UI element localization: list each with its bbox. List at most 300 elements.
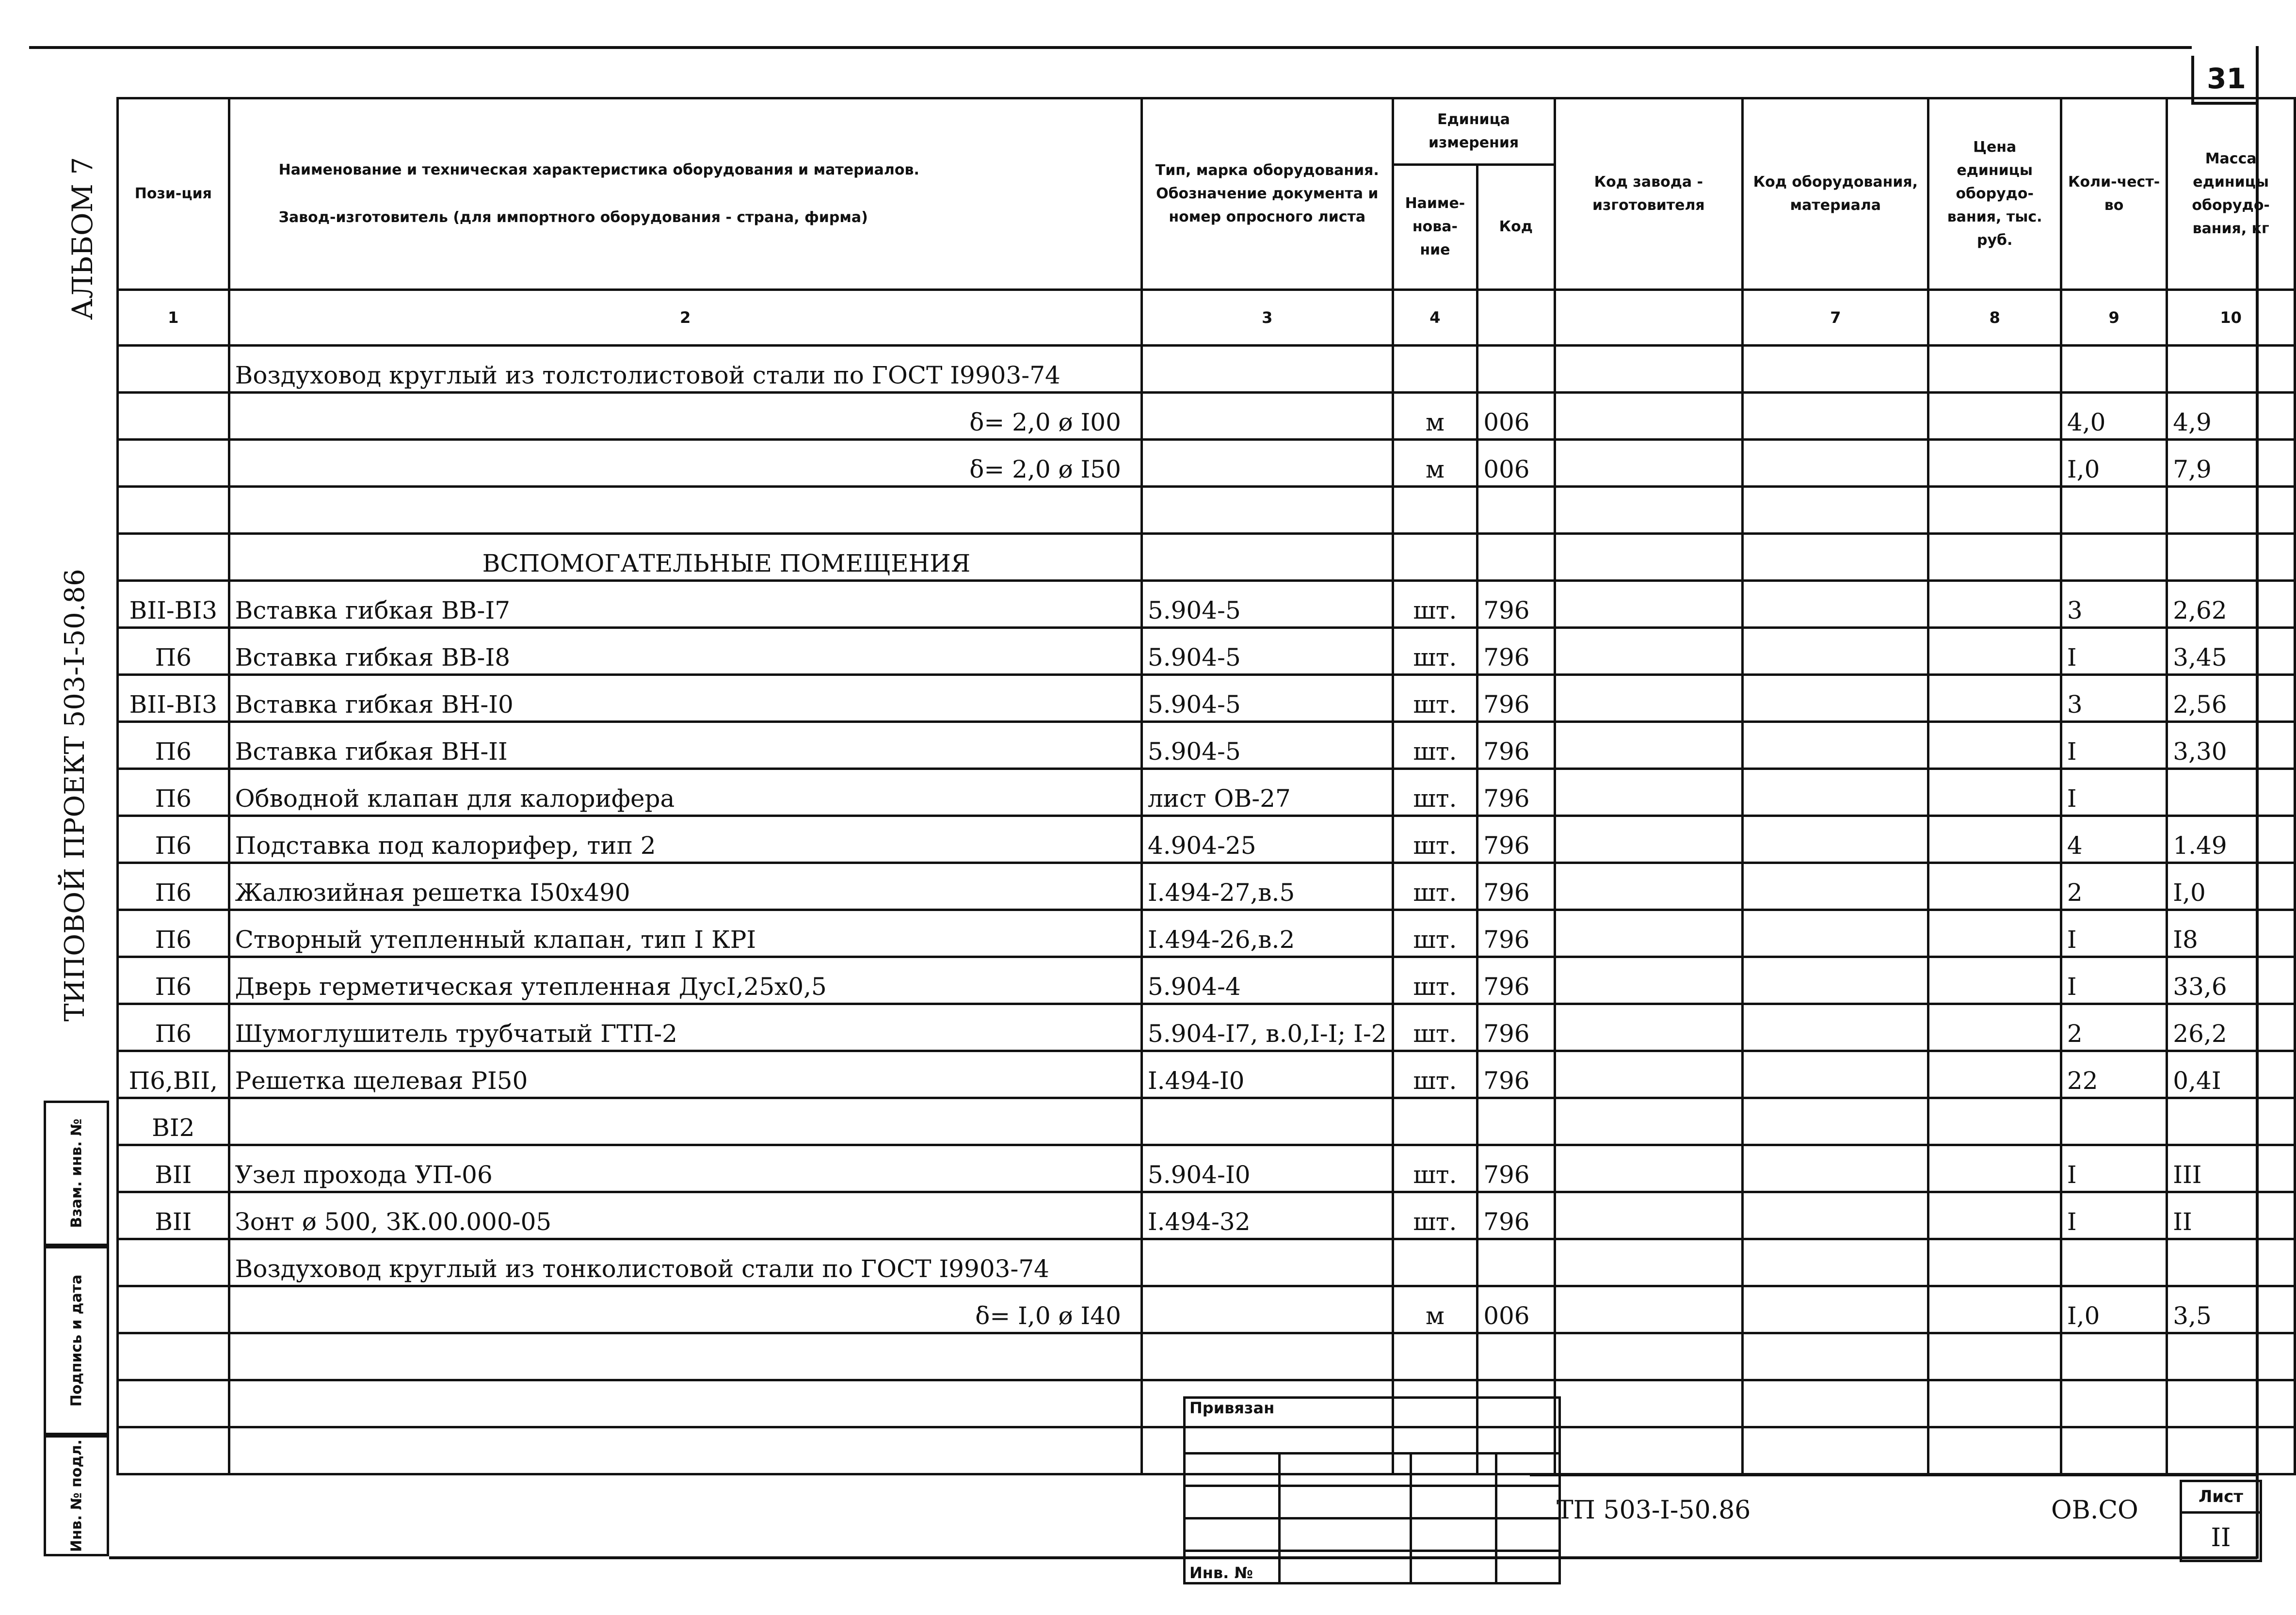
unit-code-cell: 796 bbox=[1477, 628, 1555, 675]
price-cell bbox=[1928, 628, 2061, 675]
unit-cell: шт. bbox=[1393, 1051, 1477, 1098]
unit-cell: м bbox=[1393, 393, 1477, 440]
position-cell bbox=[118, 1380, 229, 1427]
type-cell bbox=[1141, 1286, 1393, 1333]
price-cell bbox=[1928, 722, 2061, 769]
binding-cell bbox=[1280, 1551, 1411, 1583]
document-code: ТП 503-I-50.86 bbox=[1557, 1496, 1751, 1525]
col-quantity-header: Коли-чест-во bbox=[2061, 98, 2167, 290]
table-row bbox=[118, 863, 2295, 910]
document-mark: ОВ.СО bbox=[2051, 1496, 2138, 1525]
unit-code-cell: 796 bbox=[1477, 1051, 1555, 1098]
unit-cell bbox=[1393, 1239, 1477, 1286]
name-cell: δ= I,0 ø I40 bbox=[229, 1286, 1141, 1333]
name-cell: Обводной клапан для калорифера bbox=[229, 769, 1141, 816]
position-cell: BII bbox=[118, 1145, 229, 1192]
name-cell: Узел прохода УП-06 bbox=[229, 1145, 1141, 1192]
type-cell: 5.904-5 bbox=[1141, 581, 1393, 628]
unit-code-cell bbox=[1477, 1239, 1555, 1286]
mass-cell bbox=[2167, 1427, 2295, 1474]
mass-cell: 4,9 bbox=[2167, 393, 2295, 440]
table-row bbox=[118, 487, 2295, 534]
col-mass-header: Масса единицы оборудо-вания, кг bbox=[2167, 98, 2295, 290]
unit-code-cell bbox=[1477, 534, 1555, 581]
table-row bbox=[118, 440, 2295, 487]
plant-code-cell bbox=[1555, 393, 1743, 440]
mass-cell bbox=[2167, 1333, 2295, 1380]
equipment-code-cell bbox=[1743, 628, 1928, 675]
unit-cell: м bbox=[1393, 440, 1477, 487]
quantity-cell bbox=[2061, 1098, 2167, 1145]
unit-cell bbox=[1393, 1098, 1477, 1145]
unit-cell bbox=[1393, 1333, 1477, 1380]
plant-code-cell bbox=[1555, 1380, 1743, 1427]
type-cell bbox=[1141, 393, 1393, 440]
plant-code-cell bbox=[1555, 675, 1743, 722]
quantity-cell bbox=[2061, 487, 2167, 534]
binding-cell bbox=[1496, 1519, 1560, 1551]
name-cell: Решетка щелевая РI50 bbox=[229, 1051, 1141, 1098]
binding-cell bbox=[1411, 1454, 1496, 1486]
name-cell: Дверь герметическая утепленная ДусI,25х0,5 bbox=[229, 957, 1141, 1004]
table-row bbox=[118, 957, 2295, 1004]
equipment-code-cell bbox=[1743, 1098, 1928, 1145]
column-number-row bbox=[118, 290, 2295, 346]
plant-code-cell bbox=[1555, 1286, 1743, 1333]
price-cell bbox=[1928, 1427, 2061, 1474]
quantity-cell: I bbox=[2061, 1145, 2167, 1192]
mass-cell bbox=[2167, 487, 2295, 534]
mass-cell: I,0 bbox=[2167, 863, 2295, 910]
quantity-cell bbox=[2061, 346, 2167, 393]
stamp-signature-date bbox=[44, 1246, 109, 1435]
plant-code-cell bbox=[1555, 957, 1743, 1004]
mass-cell: 3,45 bbox=[2167, 628, 2295, 675]
col-equipment-code-header: Код оборудования, материала bbox=[1743, 98, 1928, 290]
table-row bbox=[118, 675, 2295, 722]
price-cell bbox=[1928, 1051, 2061, 1098]
unit-cell: м bbox=[1393, 1286, 1477, 1333]
quantity-cell: I bbox=[2061, 957, 2167, 1004]
mass-cell: 26,2 bbox=[2167, 1004, 2295, 1051]
plant-code-cell bbox=[1555, 1004, 1743, 1051]
price-cell bbox=[1928, 440, 2061, 487]
mass-cell: 7,9 bbox=[2167, 440, 2295, 487]
unit-code-cell: 006 bbox=[1477, 440, 1555, 487]
name-cell: δ= 2,0 ø I50 bbox=[229, 440, 1141, 487]
plant-code-cell bbox=[1555, 440, 1743, 487]
unit-cell: шт. bbox=[1393, 1145, 1477, 1192]
mass-cell: 3,30 bbox=[2167, 722, 2295, 769]
type-cell: 4.904-25 bbox=[1141, 816, 1393, 863]
quantity-cell: 4 bbox=[2061, 816, 2167, 863]
name-cell bbox=[229, 1380, 1141, 1427]
plant-code-cell bbox=[1555, 1333, 1743, 1380]
type-cell: I.494-I0 bbox=[1141, 1051, 1393, 1098]
equipment-code-cell bbox=[1743, 1286, 1928, 1333]
table-row bbox=[118, 1286, 2295, 1333]
mass-cell: 2,56 bbox=[2167, 675, 2295, 722]
quantity-cell: I bbox=[2061, 628, 2167, 675]
equipment-code-cell bbox=[1743, 346, 1928, 393]
mass-cell: 3,5 bbox=[2167, 1286, 2295, 1333]
quantity-cell: I bbox=[2061, 910, 2167, 957]
type-cell: I.494-32 bbox=[1141, 1192, 1393, 1239]
name-cell: Подставка под калорифер, тип 2 bbox=[229, 816, 1141, 863]
type-cell: 5.904-5 bbox=[1141, 628, 1393, 675]
stamp-replaced-inv bbox=[44, 1101, 109, 1246]
col-unit-code-header: Код bbox=[1477, 164, 1555, 289]
equipment-code-cell bbox=[1743, 1239, 1928, 1286]
column-number: 3 bbox=[1141, 290, 1393, 346]
price-cell bbox=[1928, 1286, 2061, 1333]
quantity-cell bbox=[2061, 1239, 2167, 1286]
binding-cell bbox=[1411, 1519, 1496, 1551]
position-cell: П6,BII, bbox=[118, 1051, 229, 1098]
equipment-code-cell bbox=[1743, 1051, 1928, 1098]
table-row bbox=[118, 1333, 2295, 1380]
col-type-header: Тип, марка оборудования. Обозначение документа и номер опросного листа bbox=[1141, 98, 1393, 290]
unit-code-cell: 006 bbox=[1477, 393, 1555, 440]
name-cell: Вставка гибкая ВВ-I7 bbox=[229, 581, 1141, 628]
type-cell bbox=[1141, 1239, 1393, 1286]
plant-code-cell bbox=[1555, 581, 1743, 628]
price-cell bbox=[1928, 1004, 2061, 1051]
unit-cell bbox=[1393, 346, 1477, 393]
position-cell: BII-BI3 bbox=[118, 675, 229, 722]
name-cell: Вставка гибкая ВВ-I8 bbox=[229, 628, 1141, 675]
table-body bbox=[118, 346, 2295, 1474]
unit-code-cell: 796 bbox=[1477, 863, 1555, 910]
type-cell: 5.904-I0 bbox=[1141, 1145, 1393, 1192]
name-cell bbox=[229, 1098, 1141, 1145]
price-cell bbox=[1928, 957, 2061, 1004]
type-cell: 5.904-5 bbox=[1141, 675, 1393, 722]
price-cell bbox=[1928, 581, 2061, 628]
unit-code-cell: 796 bbox=[1477, 910, 1555, 957]
sheet-number: II bbox=[2211, 1523, 2231, 1552]
sheet-box bbox=[2180, 1480, 2262, 1562]
unit-cell: шт. bbox=[1393, 675, 1477, 722]
binding-cell bbox=[1280, 1454, 1411, 1486]
column-number: 4 bbox=[1393, 290, 1477, 346]
column-number: 10 bbox=[2167, 290, 2295, 346]
position-cell: П6 bbox=[118, 1004, 229, 1051]
name-cell: Вставка гибкая ВН-II bbox=[229, 722, 1141, 769]
equipment-code-cell bbox=[1743, 1145, 1928, 1192]
position-cell bbox=[118, 1239, 229, 1286]
position-cell: BI2 bbox=[118, 1098, 229, 1145]
sheet-label: Лист bbox=[2182, 1482, 2260, 1514]
price-cell bbox=[1928, 1239, 2061, 1286]
name-cell: Воздуховод круглый из толстолистовой стали по ГОСТ I9903-74 bbox=[229, 346, 1141, 393]
col-price-header: Цена единицы оборудо-вания, тыс. руб. bbox=[1928, 98, 2061, 290]
column-number: 9 bbox=[2061, 290, 2167, 346]
name-cell bbox=[229, 1427, 1141, 1474]
album-label: АЛЬБОМ 7 bbox=[66, 157, 99, 320]
price-cell bbox=[1928, 487, 2061, 534]
price-cell bbox=[1928, 675, 2061, 722]
plant-code-cell bbox=[1555, 1192, 1743, 1239]
unit-cell: шт. bbox=[1393, 910, 1477, 957]
equipment-code-cell bbox=[1743, 1333, 1928, 1380]
quantity-cell: 2 bbox=[2061, 1004, 2167, 1051]
binding-cell bbox=[1411, 1486, 1496, 1519]
unit-cell: шт. bbox=[1393, 816, 1477, 863]
name-cell: Створный утепленный клапан, тип I КРI bbox=[229, 910, 1141, 957]
name-cell: Вставка гибкая ВН-I0 bbox=[229, 675, 1141, 722]
name-cell: Жалюзийная решетка I50х490 bbox=[229, 863, 1141, 910]
position-cell: П6 bbox=[118, 628, 229, 675]
mass-cell bbox=[2167, 1098, 2295, 1145]
equipment-code-cell bbox=[1743, 393, 1928, 440]
table-row bbox=[118, 1004, 2295, 1051]
attached-label: Привязан bbox=[1185, 1398, 1560, 1454]
table-row bbox=[118, 1145, 2295, 1192]
table-row bbox=[118, 1239, 2295, 1286]
table-row bbox=[118, 722, 2295, 769]
position-cell: BII-BI3 bbox=[118, 581, 229, 628]
stamp-original-inv bbox=[44, 1435, 109, 1556]
unit-cell: шт. bbox=[1393, 1004, 1477, 1051]
price-cell bbox=[1928, 816, 2061, 863]
name-cell bbox=[229, 487, 1141, 534]
plant-code-cell bbox=[1555, 1051, 1743, 1098]
quantity-cell: I bbox=[2061, 722, 2167, 769]
equipment-code-cell bbox=[1743, 1427, 1928, 1474]
price-cell bbox=[1928, 393, 2061, 440]
binding-cell bbox=[1496, 1486, 1560, 1519]
inv-no-label: Инв. № bbox=[1185, 1551, 1280, 1583]
title-block-line bbox=[1530, 1474, 2257, 1476]
type-cell: 5.904-I7, в.0,I-I; I-2 bbox=[1141, 1004, 1393, 1051]
plant-code-cell bbox=[1555, 346, 1743, 393]
table-row bbox=[118, 346, 2295, 393]
page-number: 31 bbox=[2191, 56, 2259, 105]
unit-code-cell bbox=[1477, 1333, 1555, 1380]
price-cell bbox=[1928, 863, 2061, 910]
position-cell: П6 bbox=[118, 722, 229, 769]
quantity-cell: I,0 bbox=[2061, 440, 2167, 487]
quantity-cell: 3 bbox=[2061, 581, 2167, 628]
binding-cell bbox=[1185, 1519, 1280, 1551]
type-cell bbox=[1141, 440, 1393, 487]
type-cell: лист ОВ-27 bbox=[1141, 769, 1393, 816]
equipment-code-cell bbox=[1743, 581, 1928, 628]
quantity-cell bbox=[2061, 534, 2167, 581]
unit-cell: шт. bbox=[1393, 863, 1477, 910]
quantity-cell: 22 bbox=[2061, 1051, 2167, 1098]
price-cell bbox=[1928, 1192, 2061, 1239]
table-row bbox=[118, 1051, 2295, 1098]
unit-code-cell bbox=[1477, 487, 1555, 534]
plant-code-cell bbox=[1555, 1239, 1743, 1286]
table-row bbox=[118, 816, 2295, 863]
mass-cell: II bbox=[2167, 1192, 2295, 1239]
position-cell: BII bbox=[118, 1192, 229, 1239]
quantity-cell: 4,0 bbox=[2061, 393, 2167, 440]
binding-cell bbox=[1185, 1486, 1280, 1519]
binding-cell bbox=[1280, 1519, 1411, 1551]
price-cell bbox=[1928, 1333, 2061, 1380]
mass-cell bbox=[2167, 346, 2295, 393]
plant-code-cell bbox=[1555, 487, 1743, 534]
equipment-code-cell bbox=[1743, 1004, 1928, 1051]
quantity-cell: 2 bbox=[2061, 863, 2167, 910]
unit-cell: шт. bbox=[1393, 769, 1477, 816]
plant-code-cell bbox=[1555, 1145, 1743, 1192]
mass-cell: 0,4I bbox=[2167, 1051, 2295, 1098]
position-cell bbox=[118, 1427, 229, 1474]
position-cell bbox=[118, 393, 229, 440]
table-row bbox=[118, 628, 2295, 675]
unit-code-cell: 796 bbox=[1477, 769, 1555, 816]
unit-code-cell: 796 bbox=[1477, 722, 1555, 769]
unit-cell: шт. bbox=[1393, 957, 1477, 1004]
unit-code-cell: 796 bbox=[1477, 1004, 1555, 1051]
price-cell bbox=[1928, 910, 2061, 957]
name-header-line2: Завод-изготовитель (для импортного оборудования - страна, фирма) bbox=[278, 209, 868, 226]
position-cell: П6 bbox=[118, 957, 229, 1004]
unit-code-cell: 796 bbox=[1477, 1192, 1555, 1239]
type-cell: 5.904-4 bbox=[1141, 957, 1393, 1004]
equipment-code-cell bbox=[1743, 440, 1928, 487]
plant-code-cell bbox=[1555, 534, 1743, 581]
mass-cell: 33,6 bbox=[2167, 957, 2295, 1004]
mass-cell bbox=[2167, 1239, 2295, 1286]
col-plant-code-header: Код завода - изготовителя bbox=[1555, 98, 1743, 290]
plant-code-cell bbox=[1555, 1427, 1743, 1474]
binding-cell bbox=[1411, 1551, 1496, 1583]
equipment-code-cell bbox=[1743, 534, 1928, 581]
plant-code-cell bbox=[1555, 628, 1743, 675]
stamp-label: Взам. инв. № bbox=[68, 1119, 85, 1228]
column-number bbox=[1555, 290, 1743, 346]
column-number bbox=[1477, 290, 1555, 346]
price-cell bbox=[1928, 1145, 2061, 1192]
plant-code-cell bbox=[1555, 816, 1743, 863]
quantity-cell: I bbox=[2061, 769, 2167, 816]
plant-code-cell bbox=[1555, 769, 1743, 816]
col-unit-name-header: Наиме-нова-ние bbox=[1393, 164, 1477, 289]
name-cell: Шумоглушитель трубчатый ГТП-2 bbox=[229, 1004, 1141, 1051]
mass-cell bbox=[2167, 1380, 2295, 1427]
unit-code-cell: 796 bbox=[1477, 675, 1555, 722]
quantity-cell bbox=[2061, 1427, 2167, 1474]
position-cell bbox=[118, 487, 229, 534]
position-cell bbox=[118, 534, 229, 581]
mass-cell: 1.49 bbox=[2167, 816, 2295, 863]
plant-code-cell bbox=[1555, 910, 1743, 957]
unit-cell: шт. bbox=[1393, 722, 1477, 769]
name-header-line1: Наименование и техническая характеристика оборудования и материалов. bbox=[278, 161, 919, 178]
equipment-code-cell bbox=[1743, 1380, 1928, 1427]
unit-code-cell: 796 bbox=[1477, 816, 1555, 863]
name-cell: Воздуховод круглый из тонколистовой стали по ГОСТ I9903-74 bbox=[229, 1239, 1141, 1286]
type-cell bbox=[1141, 534, 1393, 581]
binding-block bbox=[1183, 1396, 1561, 1584]
equipment-code-cell bbox=[1743, 957, 1928, 1004]
unit-cell: шт. bbox=[1393, 1192, 1477, 1239]
equipment-code-cell bbox=[1743, 1192, 1928, 1239]
column-number: 2 bbox=[229, 290, 1141, 346]
position-cell: П6 bbox=[118, 769, 229, 816]
price-cell bbox=[1928, 769, 2061, 816]
column-number: 1 bbox=[118, 290, 229, 346]
type-cell bbox=[1141, 346, 1393, 393]
project-label: ТИПОВОЙ ПРОЕКТ 503-I-50.86 bbox=[59, 569, 91, 1022]
position-cell: П6 bbox=[118, 910, 229, 957]
position-cell: П6 bbox=[118, 863, 229, 910]
binding-cell bbox=[1280, 1486, 1411, 1519]
quantity-cell: I bbox=[2061, 1192, 2167, 1239]
table-row bbox=[118, 581, 2295, 628]
price-cell bbox=[1928, 1380, 2061, 1427]
name-cell: ВСПОМОГАТЕЛЬНЫЕ ПОМЕЩЕНИЯ bbox=[229, 534, 1141, 581]
position-cell bbox=[118, 1286, 229, 1333]
unit-cell bbox=[1393, 534, 1477, 581]
mass-cell: I8 bbox=[2167, 910, 2295, 957]
unit-code-cell: 796 bbox=[1477, 1145, 1555, 1192]
quantity-cell bbox=[2061, 1380, 2167, 1427]
table-row bbox=[118, 393, 2295, 440]
type-cell bbox=[1141, 487, 1393, 534]
type-cell bbox=[1141, 1333, 1393, 1380]
type-cell: 5.904-5 bbox=[1141, 722, 1393, 769]
mass-cell: 2,62 bbox=[2167, 581, 2295, 628]
position-cell bbox=[118, 440, 229, 487]
quantity-cell: 3 bbox=[2061, 675, 2167, 722]
position-cell bbox=[118, 1333, 229, 1380]
binding-cell bbox=[1496, 1551, 1560, 1583]
type-cell: I.494-27,в.5 bbox=[1141, 863, 1393, 910]
table-row bbox=[118, 1098, 2295, 1145]
header-row bbox=[118, 98, 2295, 165]
name-cell bbox=[229, 1333, 1141, 1380]
table-row bbox=[118, 910, 2295, 957]
mass-cell: III bbox=[2167, 1145, 2295, 1192]
stamp-label: Инв. № подл. bbox=[68, 1439, 85, 1552]
name-cell: Зонт ø 500, ЗК.00.000-05 bbox=[229, 1192, 1141, 1239]
name-cell: δ= 2,0 ø I00 bbox=[229, 393, 1141, 440]
column-number: 7 bbox=[1743, 290, 1928, 346]
equipment-code-cell bbox=[1743, 722, 1928, 769]
stamp-label: Подпись и дата bbox=[68, 1274, 85, 1407]
unit-cell: шт. bbox=[1393, 581, 1477, 628]
equipment-code-cell bbox=[1743, 487, 1928, 534]
equipment-code-cell bbox=[1743, 816, 1928, 863]
specification-table bbox=[116, 97, 2296, 1475]
unit-cell bbox=[1393, 487, 1477, 534]
equipment-code-cell bbox=[1743, 675, 1928, 722]
table-row bbox=[118, 534, 2295, 581]
price-cell bbox=[1928, 1098, 2061, 1145]
equipment-code-cell bbox=[1743, 769, 1928, 816]
position-cell: П6 bbox=[118, 816, 229, 863]
col-name-header bbox=[229, 98, 1141, 290]
top-border bbox=[29, 46, 2192, 49]
table-row bbox=[118, 1192, 2295, 1239]
plant-code-cell bbox=[1555, 1098, 1743, 1145]
unit-code-cell: 796 bbox=[1477, 957, 1555, 1004]
unit-code-cell bbox=[1477, 1098, 1555, 1145]
unit-code-cell: 796 bbox=[1477, 581, 1555, 628]
column-number: 8 bbox=[1928, 290, 2061, 346]
mass-cell bbox=[2167, 769, 2295, 816]
type-cell: I.494-26,в.2 bbox=[1141, 910, 1393, 957]
binding-cell bbox=[1185, 1454, 1280, 1486]
price-cell bbox=[1928, 534, 2061, 581]
